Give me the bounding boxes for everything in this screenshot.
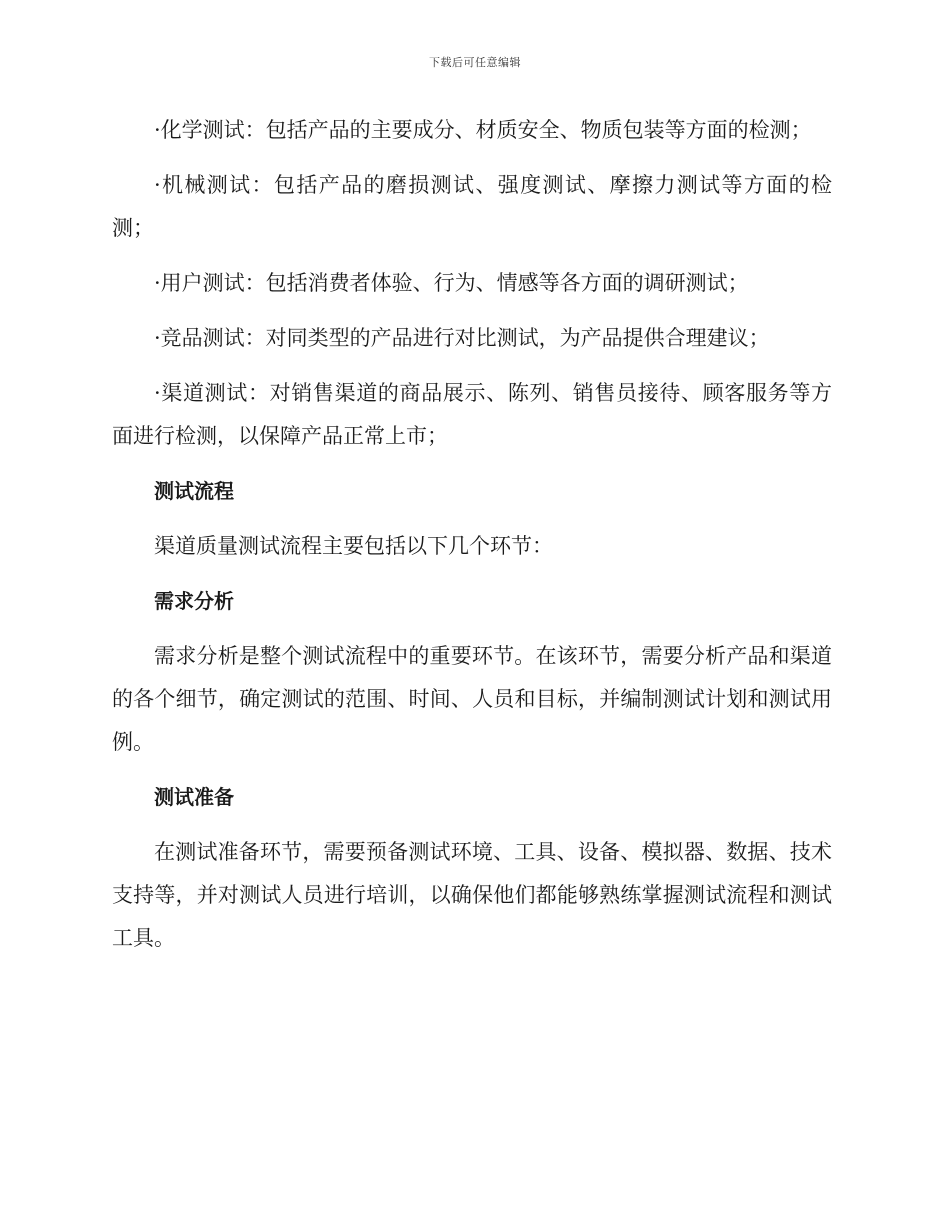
paragraph-process-intro: 渠道质量测试流程主要包括以下几个环节： [154,534,553,558]
bullet-user-test: ·用户测试：包括消费者体验、行为、情感等各方面的调研测试； [154,271,749,295]
bullet-chemical-test: ·化学测试：包括产品的主要成分、材质安全、物质包装等方面的检测； [154,118,812,142]
paragraph-test-preparation: 在测试准备环节，需要预备测试环境、工具、设备、模拟器、数据、技术支持等，并对测试人员进行培训，以确保他们都能够熟练掌握测试流程和测试工具。 [112,840,832,950]
bullet-channel-test: ·渠道测试：对销售渠道的商品展示、陈列、销售员接待、顾客服务等方面进行检测，以保障产品正常上市； [112,381,832,448]
section-heading-test-preparation: 测试准备 [154,785,234,809]
section-heading-requirement-analysis: 需求分析 [154,589,234,613]
document-body [112,109,832,972]
section-heading-test-process: 测试流程 [154,479,234,503]
paragraph-requirement-analysis: 需求分析是整个测试流程中的重要环节。在该环节，需要分析产品和渠道的各个细节，确定测试的范围、时间、人员和目标，并编制测试计划和测试用例。 [112,644,832,754]
page-header: 下载后可任意编辑 [429,56,521,69]
bullet-mechanical-test: ·机械测试：包括产品的磨损测试、强度测试、摩擦力测试等方面的检测； [112,173,832,240]
bullet-competitor-test: ·竞品测试：对同类型的产品进行对比测试，为产品提供合理建议； [154,326,770,350]
